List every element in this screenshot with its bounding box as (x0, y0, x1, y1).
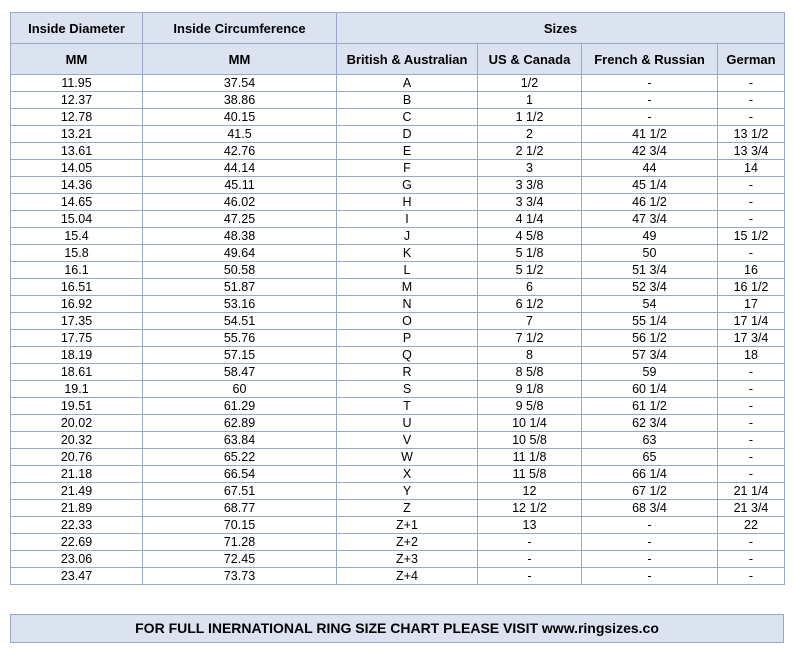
cell-us-canada: 6 1/2 (478, 296, 582, 313)
header-mm-circumference: MM (143, 44, 337, 75)
table-row (11, 500, 785, 517)
cell-french-russian: 47 3/4 (582, 211, 718, 228)
cell-circumference-mm: 49.64 (143, 245, 337, 262)
cell-british-australian: N (337, 296, 478, 313)
cell-french-russian: 55 1/4 (582, 313, 718, 330)
cell-french-russian: 67 1/2 (582, 483, 718, 500)
cell-us-canada: 13 (478, 517, 582, 534)
cell-circumference-mm: 72.45 (143, 551, 337, 568)
table-row (11, 211, 785, 228)
cell-circumference-mm: 40.15 (143, 109, 337, 126)
table-row (11, 551, 785, 568)
cell-german: - (718, 194, 785, 211)
cell-diameter-mm: 17.35 (11, 313, 143, 330)
table-row (11, 262, 785, 279)
header-us-canada: US & Canada (478, 44, 582, 75)
cell-french-russian: 52 3/4 (582, 279, 718, 296)
cell-german: - (718, 75, 785, 92)
cell-french-russian: 59 (582, 364, 718, 381)
table-row (11, 381, 785, 398)
cell-diameter-mm: 18.19 (11, 347, 143, 364)
cell-us-canada: - (478, 551, 582, 568)
cell-diameter-mm: 15.8 (11, 245, 143, 262)
cell-british-australian: B (337, 92, 478, 109)
cell-french-russian: 50 (582, 245, 718, 262)
cell-german: 17 3/4 (718, 330, 785, 347)
cell-french-russian: 49 (582, 228, 718, 245)
table-row (11, 194, 785, 211)
cell-us-canada: 5 1/8 (478, 245, 582, 262)
cell-french-russian: 41 1/2 (582, 126, 718, 143)
cell-british-australian: T (337, 398, 478, 415)
table-body (11, 75, 785, 585)
cell-british-australian: V (337, 432, 478, 449)
cell-french-russian: 45 1/4 (582, 177, 718, 194)
cell-circumference-mm: 62.89 (143, 415, 337, 432)
header-french-russian: French & Russian (582, 44, 718, 75)
cell-us-canada: 5 1/2 (478, 262, 582, 279)
cell-french-russian: 66 1/4 (582, 466, 718, 483)
cell-circumference-mm: 63.84 (143, 432, 337, 449)
cell-circumference-mm: 54.51 (143, 313, 337, 330)
cell-diameter-mm: 22.69 (11, 534, 143, 551)
cell-diameter-mm: 23.06 (11, 551, 143, 568)
header-row-top (11, 13, 785, 44)
cell-circumference-mm: 37.54 (143, 75, 337, 92)
cell-us-canada: 9 5/8 (478, 398, 582, 415)
cell-french-russian: 68 3/4 (582, 500, 718, 517)
cell-british-australian: M (337, 279, 478, 296)
cell-diameter-mm: 20.02 (11, 415, 143, 432)
table-row (11, 330, 785, 347)
header-sizes: Sizes (337, 13, 785, 44)
header-mm-diameter: MM (11, 44, 143, 75)
cell-circumference-mm: 51.87 (143, 279, 337, 296)
cell-diameter-mm: 17.75 (11, 330, 143, 347)
cell-circumference-mm: 66.54 (143, 466, 337, 483)
table-row (11, 245, 785, 262)
cell-german: - (718, 92, 785, 109)
table-row (11, 143, 785, 160)
cell-us-canada: 12 1/2 (478, 500, 582, 517)
cell-circumference-mm: 47.25 (143, 211, 337, 228)
table-row (11, 296, 785, 313)
cell-us-canada: 3 (478, 160, 582, 177)
cell-french-russian: - (582, 568, 718, 585)
cell-british-australian: Q (337, 347, 478, 364)
cell-diameter-mm: 21.49 (11, 483, 143, 500)
table-row (11, 449, 785, 466)
cell-british-australian: Y (337, 483, 478, 500)
cell-german: - (718, 568, 785, 585)
cell-diameter-mm: 16.1 (11, 262, 143, 279)
cell-german: 16 1/2 (718, 279, 785, 296)
cell-circumference-mm: 45.11 (143, 177, 337, 194)
header-british-australian: British & Australian (337, 44, 478, 75)
cell-circumference-mm: 60 (143, 381, 337, 398)
table-row (11, 364, 785, 381)
table-row (11, 483, 785, 500)
cell-circumference-mm: 53.16 (143, 296, 337, 313)
cell-circumference-mm: 42.76 (143, 143, 337, 160)
cell-german: - (718, 245, 785, 262)
cell-diameter-mm: 15.4 (11, 228, 143, 245)
table-row (11, 534, 785, 551)
cell-british-australian: U (337, 415, 478, 432)
table-row (11, 568, 785, 585)
cell-german: - (718, 381, 785, 398)
cell-british-australian: L (337, 262, 478, 279)
cell-diameter-mm: 14.65 (11, 194, 143, 211)
cell-german: 17 1/4 (718, 313, 785, 330)
cell-circumference-mm: 44.14 (143, 160, 337, 177)
cell-british-australian: K (337, 245, 478, 262)
cell-french-russian: 46 1/2 (582, 194, 718, 211)
cell-british-australian: C (337, 109, 478, 126)
cell-french-russian: 44 (582, 160, 718, 177)
cell-us-canada: 2 (478, 126, 582, 143)
table-row (11, 177, 785, 194)
cell-diameter-mm: 21.18 (11, 466, 143, 483)
cell-british-australian: R (337, 364, 478, 381)
cell-circumference-mm: 58.47 (143, 364, 337, 381)
cell-french-russian: 54 (582, 296, 718, 313)
cell-diameter-mm: 20.76 (11, 449, 143, 466)
cell-british-australian: Z+4 (337, 568, 478, 585)
cell-us-canada: 10 1/4 (478, 415, 582, 432)
table-row (11, 517, 785, 534)
cell-british-australian: Z+1 (337, 517, 478, 534)
cell-us-canada: 3 3/4 (478, 194, 582, 211)
cell-circumference-mm: 48.38 (143, 228, 337, 245)
cell-british-australian: I (337, 211, 478, 228)
cell-circumference-mm: 61.29 (143, 398, 337, 415)
cell-british-australian: J (337, 228, 478, 245)
cell-british-australian: P (337, 330, 478, 347)
cell-diameter-mm: 12.78 (11, 109, 143, 126)
ring-size-chart (10, 12, 784, 585)
cell-us-canada: 7 (478, 313, 582, 330)
header-inside-circumference: Inside Circumference (143, 13, 337, 44)
cell-circumference-mm: 67.51 (143, 483, 337, 500)
cell-french-russian: 57 3/4 (582, 347, 718, 364)
table-row (11, 432, 785, 449)
cell-circumference-mm: 55.76 (143, 330, 337, 347)
cell-diameter-mm: 11.95 (11, 75, 143, 92)
cell-german: - (718, 432, 785, 449)
cell-us-canada: 1/2 (478, 75, 582, 92)
table-row (11, 126, 785, 143)
cell-french-russian: 65 (582, 449, 718, 466)
cell-french-russian: 61 1/2 (582, 398, 718, 415)
cell-french-russian: 51 3/4 (582, 262, 718, 279)
cell-german: 13 3/4 (718, 143, 785, 160)
cell-british-australian: Z+3 (337, 551, 478, 568)
cell-us-canada: 3 3/8 (478, 177, 582, 194)
cell-french-russian: - (582, 75, 718, 92)
cell-us-canada: - (478, 568, 582, 585)
cell-french-russian: - (582, 551, 718, 568)
table-row (11, 347, 785, 364)
table-row (11, 415, 785, 432)
cell-british-australian: O (337, 313, 478, 330)
cell-diameter-mm: 12.37 (11, 92, 143, 109)
cell-british-australian: Z (337, 500, 478, 517)
cell-us-canada: 12 (478, 483, 582, 500)
cell-diameter-mm: 16.51 (11, 279, 143, 296)
table-row (11, 313, 785, 330)
cell-circumference-mm: 71.28 (143, 534, 337, 551)
cell-diameter-mm: 22.33 (11, 517, 143, 534)
cell-german: - (718, 415, 785, 432)
cell-diameter-mm: 13.61 (11, 143, 143, 160)
cell-us-canada: 11 1/8 (478, 449, 582, 466)
table-row (11, 92, 785, 109)
cell-german: - (718, 551, 785, 568)
ring-size-table (10, 12, 785, 585)
cell-circumference-mm: 50.58 (143, 262, 337, 279)
cell-diameter-mm: 20.32 (11, 432, 143, 449)
cell-us-canada: - (478, 534, 582, 551)
cell-french-russian: 42 3/4 (582, 143, 718, 160)
cell-german: 14 (718, 160, 785, 177)
cell-german: - (718, 364, 785, 381)
cell-british-australian: D (337, 126, 478, 143)
table-row (11, 279, 785, 296)
cell-french-russian: - (582, 517, 718, 534)
cell-diameter-mm: 19.51 (11, 398, 143, 415)
cell-french-russian: - (582, 109, 718, 126)
cell-circumference-mm: 57.15 (143, 347, 337, 364)
table-header (11, 13, 785, 75)
cell-german: - (718, 534, 785, 551)
cell-british-australian: G (337, 177, 478, 194)
cell-german: 15 1/2 (718, 228, 785, 245)
cell-diameter-mm: 23.47 (11, 568, 143, 585)
cell-diameter-mm: 16.92 (11, 296, 143, 313)
cell-diameter-mm: 18.61 (11, 364, 143, 381)
cell-german: - (718, 466, 785, 483)
cell-german: - (718, 177, 785, 194)
footer-banner: FOR FULL INERNATIONAL RING SIZE CHART PLEASE VISIT www.ringsizes.co (10, 614, 784, 643)
cell-diameter-mm: 19.1 (11, 381, 143, 398)
cell-german: 22 (718, 517, 785, 534)
cell-us-canada: 1 (478, 92, 582, 109)
cell-german: - (718, 211, 785, 228)
cell-german: 21 3/4 (718, 500, 785, 517)
cell-us-canada: 11 5/8 (478, 466, 582, 483)
cell-diameter-mm: 14.05 (11, 160, 143, 177)
cell-british-australian: H (337, 194, 478, 211)
cell-british-australian: Z+2 (337, 534, 478, 551)
cell-german: - (718, 109, 785, 126)
cell-french-russian: 60 1/4 (582, 381, 718, 398)
cell-us-canada: 4 5/8 (478, 228, 582, 245)
cell-us-canada: 9 1/8 (478, 381, 582, 398)
cell-circumference-mm: 46.02 (143, 194, 337, 211)
cell-german: 18 (718, 347, 785, 364)
cell-diameter-mm: 21.89 (11, 500, 143, 517)
cell-british-australian: X (337, 466, 478, 483)
header-row-sub (11, 44, 785, 75)
cell-german: 21 1/4 (718, 483, 785, 500)
cell-british-australian: W (337, 449, 478, 466)
cell-us-canada: 4 1/4 (478, 211, 582, 228)
cell-french-russian: - (582, 92, 718, 109)
cell-german: 16 (718, 262, 785, 279)
cell-british-australian: E (337, 143, 478, 160)
cell-circumference-mm: 68.77 (143, 500, 337, 517)
cell-german: 17 (718, 296, 785, 313)
cell-french-russian: 63 (582, 432, 718, 449)
table-row (11, 160, 785, 177)
cell-british-australian: F (337, 160, 478, 177)
header-inside-diameter: Inside Diameter (11, 13, 143, 44)
cell-circumference-mm: 65.22 (143, 449, 337, 466)
cell-circumference-mm: 38.86 (143, 92, 337, 109)
cell-diameter-mm: 14.36 (11, 177, 143, 194)
cell-german: - (718, 449, 785, 466)
table-row (11, 75, 785, 92)
cell-british-australian: A (337, 75, 478, 92)
table-row (11, 228, 785, 245)
table-row (11, 109, 785, 126)
cell-us-canada: 2 1/2 (478, 143, 582, 160)
cell-german: - (718, 398, 785, 415)
cell-us-canada: 7 1/2 (478, 330, 582, 347)
cell-diameter-mm: 15.04 (11, 211, 143, 228)
cell-us-canada: 10 5/8 (478, 432, 582, 449)
table-row (11, 398, 785, 415)
header-german: German (718, 44, 785, 75)
cell-us-canada: 6 (478, 279, 582, 296)
cell-diameter-mm: 13.21 (11, 126, 143, 143)
cell-us-canada: 1 1/2 (478, 109, 582, 126)
cell-british-australian: S (337, 381, 478, 398)
cell-french-russian: 56 1/2 (582, 330, 718, 347)
cell-circumference-mm: 73.73 (143, 568, 337, 585)
cell-circumference-mm: 70.15 (143, 517, 337, 534)
cell-circumference-mm: 41.5 (143, 126, 337, 143)
cell-german: 13 1/2 (718, 126, 785, 143)
cell-us-canada: 8 (478, 347, 582, 364)
cell-us-canada: 8 5/8 (478, 364, 582, 381)
cell-french-russian: - (582, 534, 718, 551)
cell-french-russian: 62 3/4 (582, 415, 718, 432)
table-row (11, 466, 785, 483)
